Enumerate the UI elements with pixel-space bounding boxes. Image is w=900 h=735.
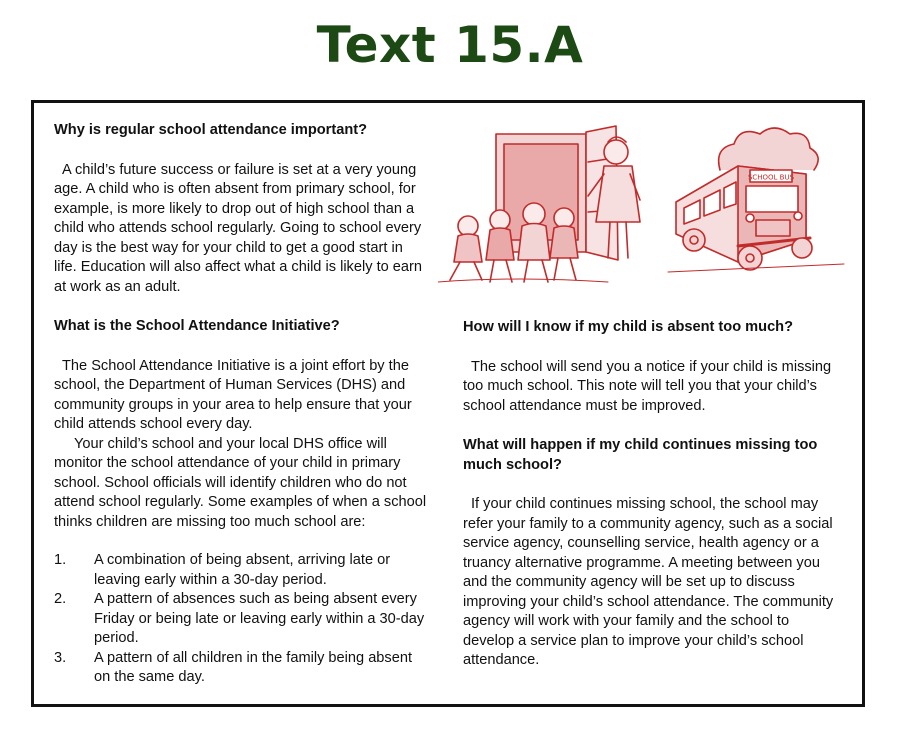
list-number: 1. (54, 552, 67, 568)
list-item (54, 590, 429, 649)
list-item (54, 649, 429, 688)
list-item (54, 551, 429, 590)
classroom-children-icon (438, 126, 640, 282)
paragraph-initiative: The School Attendance Initiative is a joint effort by the school, the Department of Human Services (DHS) and community groups in your area to help ensure that your child attends school every day. (54, 357, 412, 432)
paragraph-why-attendance: A child’s future success or failure is set at a very young age. A child who is often absent from primary school, for example, is more likely to drop out of high school than a child who attends school regularly. Going to school every day is the best way for your child to get a good start in life. Education will also affect what a child is likely to earn at work as an adult. (54, 161, 423, 295)
paragraph-continues-missing: If your child continues missing school, the school may refer your family to a community agency, such as a social service agency, counselling service, health agency or a truancy alternative programme. A meeting between you and the community agency will be set up to discuss improving your child’s school attendance. The community agency will work with your family and the school to develop a service plan to improve your child’s school attendance. (463, 496, 834, 668)
illustrations (438, 122, 848, 292)
list-text: A pattern of all children in the family being absent on the same day. (94, 649, 413, 685)
left-column (54, 121, 429, 688)
school-bus-icon (668, 128, 844, 272)
bus-sign-text: SCHOOL BUS (747, 173, 795, 182)
heading-continues-missing: What will happen if my child continues missing too much school? (463, 437, 818, 473)
page-title: Text 15.A (316, 16, 584, 74)
heading-absent-too-much: How will I know if my child is absent too much? (463, 319, 794, 335)
heading-why-attendance: Why is regular school attendance important? (54, 122, 368, 138)
list-number: 2. (54, 591, 67, 607)
list-text: A pattern of absences such as being absent every Friday or being late or leaving early within a 30-day period. (94, 591, 425, 646)
heading-initiative: What is the School Attendance Initiative? (54, 318, 340, 334)
examples-list (54, 551, 429, 688)
paragraph-absent-too-much: The school will send you a notice if your child is missing too much school. This note will tell you that your child’s school attendance must be improved. (463, 358, 832, 414)
right-column (463, 318, 843, 671)
list-number: 3. (54, 649, 67, 666)
paragraph-monitoring: Your child’s school and your local DHS office will monitor the school attendance of your child in primary school. School officials will identify children who do not attend school regularly. Some examples of when a school thinks children are missing too much school are: (54, 435, 427, 530)
list-text: A combination of being absent, arriving late or leaving early within a 30-day period. (94, 552, 391, 588)
